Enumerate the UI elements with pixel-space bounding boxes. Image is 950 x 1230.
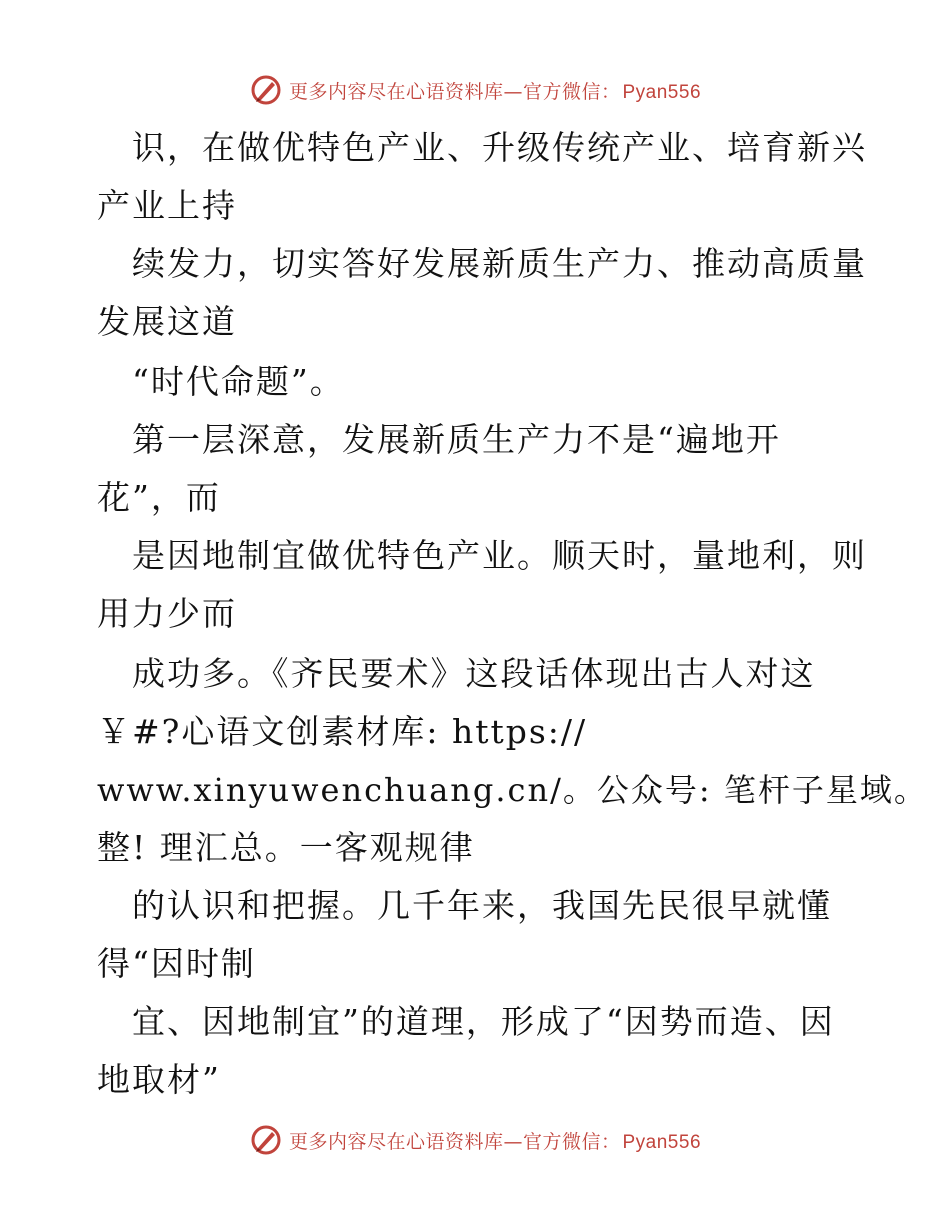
text-line: 的认识和把握。几千年来，我国先民很早就懂 — [97, 886, 832, 925]
text-line: 第一层深意，发展新质生产力不是“遍地开 — [97, 420, 781, 459]
text-line: 整! 理汇总。一客观规律 — [97, 828, 475, 867]
text-line: ￥#?心语文创素材库: https:// — [97, 712, 588, 751]
text-line: 发展这道 — [97, 302, 237, 341]
text-line: www.xinyuwenchuang.cn/。公众号: 笔杆子星域。 — [97, 771, 928, 809]
footer-banner-text — [289, 1127, 701, 1154]
text-line: 花”，而 — [97, 478, 221, 517]
banner-label: 更多内容尽在心语资料库—官方微信： — [288, 80, 621, 103]
text-line: 识，在做优特色产业、升级传统产业、培育新兴 — [97, 128, 867, 167]
text-line: “时代命题”。 — [97, 362, 345, 401]
text-line: 续发力，切实答好发展新质生产力、推动高质量 — [97, 244, 867, 283]
text-line: 产业上持 — [97, 186, 237, 225]
banner-label: 更多内容尽在心语资料库—官方微信： — [288, 1130, 621, 1153]
footer-watermark-banner — [0, 1122, 950, 1158]
text-line: 宜、因地制宜”的道理，形成了“因势而造、因 — [97, 1002, 835, 1041]
pen-logo-icon — [249, 1123, 283, 1157]
text-line: 用力少而 — [97, 594, 237, 633]
text-line: 地取材” — [97, 1060, 221, 1099]
text-line: 是因地制宜做优特色产业。顺天时，量地利，则 — [97, 536, 867, 575]
text-line: 得“因时制 — [97, 944, 256, 983]
wechat-id: Pyan556 — [622, 81, 702, 103]
wechat-id: Pyan556 — [622, 1131, 702, 1153]
text-line: 成功多。《齐民要术》这段话体现出古人对这 — [97, 654, 816, 693]
